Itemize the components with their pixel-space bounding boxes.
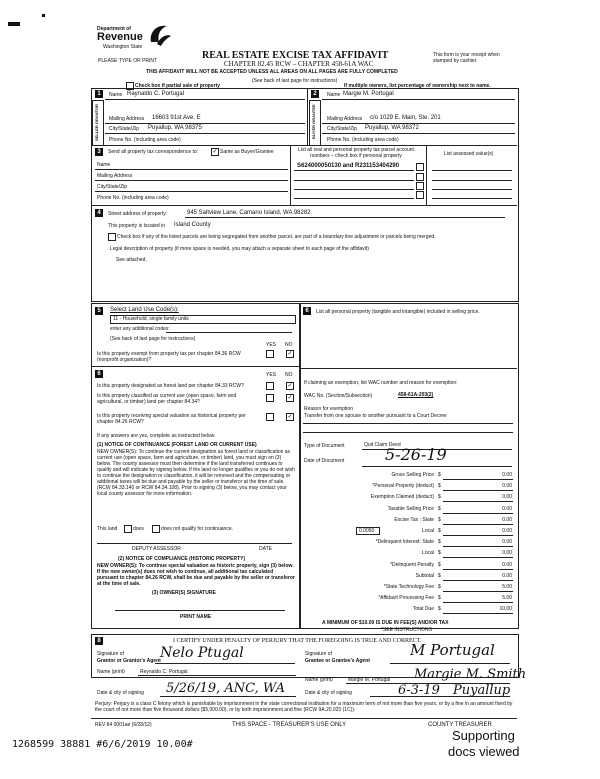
partial-sale-label: Check box if partial sale of property [135,83,221,89]
fee-row-label: *Delinquent Penalty [390,562,434,568]
parcel-line [294,170,414,171]
fee-row-label: *State Technology Fee [383,584,434,590]
rule [91,718,517,719]
doc-date-label: Date of Document [304,458,345,464]
rule [97,543,292,544]
forest-no-checkbox[interactable]: ✓ [287,383,293,389]
fee-row-line [443,535,513,536]
parcel-header: List all real and personal property tax parcel account numbers – check box if personal property [298,147,414,159]
fee-row-dollar: $ [438,562,441,568]
grantor-date: 5/26/19, ANC, WA [166,681,285,696]
grantee-sig-label2: Grantee or Grantee's Agent [305,658,370,664]
buyer-city: Puyallup, WA 98372 [365,125,419,131]
rule [95,191,288,192]
fee-row-label: Local [422,528,434,534]
fee-row-dollar: $ [438,550,441,556]
rule [160,696,296,697]
historic-yes-checkbox[interactable] [266,413,274,421]
fee-row-value: 0.00 [502,528,512,534]
recording-stamp: 1268599 38881 #6/6/2019 10.00# [12,739,193,750]
grantee-date: 6-3-19 [398,683,440,698]
exempt-no-checkbox[interactable]: ✓ [287,351,293,357]
fee-row-line [443,591,513,592]
corr-phone-label: Phone No. (including area code) [97,195,169,201]
fee-row-line [443,479,513,480]
department-logo [97,24,177,54]
street-label: Street address of property: [108,211,168,217]
print-name-label: PRINT NAME [180,614,212,620]
fee-row-line [443,546,513,547]
buyer-side-label: BUYER GRANTEE [311,104,316,140]
this-land-label: This land [97,526,118,532]
fee-row-line [443,490,513,491]
grantee-date-label: Date & city of signing [305,690,352,696]
parcel-line [294,189,414,190]
grantee-name-handwritten: Margie M. Smith [414,667,527,682]
fee-row-value: 0.00 [502,483,512,489]
fee-row-line [443,602,513,603]
rule [166,332,292,333]
fee-row-value: 5.00 [502,584,512,590]
buyer-phone-label: Phone No. (including area code) [327,137,399,143]
fee-row-label: Exemption Claimed (deduct) [370,494,434,500]
buyer-name: Margie M. Portugal [343,91,394,97]
perjury-note: Perjury: Perjury is a class C felony which is punishable by imprisonment in the state correctional institution for a maximum term of not more than five years, or by a fine in an amount fixed by the court of not more than five thousand dollars ($5,000.00), or by both imprisonment and fine (RCW 9A.20.020 (1C)). [95,701,513,713]
fee-row-value: 0.00 [502,506,512,512]
seller-side-label: SELLER GRANTOR [94,103,99,141]
exempt-question: Is this property exempt from property tax per chapter 84.36 RCW (nonprofit organization)? [97,351,241,363]
treasurer-use: THIS SPACE - TREASURER'S USE ONLY [232,722,347,728]
section-3-number: 3 [95,148,103,156]
fee-row-dollar: $ [438,483,441,489]
fee-row-dollar: $ [438,472,441,478]
additional-codes-label: enter any additional codes: [110,326,170,332]
docs-viewed-stamp: docs viewed [448,744,520,759]
rule [155,663,295,664]
rule [95,180,288,181]
fee-row-line [443,513,513,514]
section-6-number-left: 6 [95,370,103,378]
personal-property-checkbox[interactable] [416,191,424,199]
supporting-stamp: Supporting [452,728,515,743]
fee-row-dollar: $ [438,528,441,534]
receipt-note [433,52,513,64]
parcel-line [294,198,414,199]
reason-label: Reason for exemption [304,406,353,412]
date-label: DATE [259,546,272,552]
wac-label: WAC No. (Section/Subsection) [304,393,373,399]
fee-row-value: 0.00 [502,472,512,478]
rule [105,123,305,124]
form-warning: THIS AFFIDAVIT WILL NOT BE ACCEPTED UNLESS ALL AREAS ON ALL PAGES ARE FULLY COMPLETED [146,69,398,75]
fee-row-value: 0.00 [502,573,512,579]
county-treasurer: COUNTY TREASURER [428,722,492,728]
land-not-qualify-checkbox[interactable] [152,525,160,533]
buyer-mailing-label: Mailing Address [327,116,363,122]
historic-question: Is this property receiving special valuation as historical property per chapter 84.26 RCW? [97,413,246,425]
exemption-claim-label: If claiming an exemption, list WAC number and reason for exemption: [304,380,458,386]
local-rate: 0.0050 [359,528,375,534]
see-back-label: (See back of last page for instructions) [110,336,196,342]
assessed-line [432,198,512,199]
assessed-line [432,170,512,171]
assessed-header: List assessed value(s) [444,151,494,157]
legal-label: Legal description of property (if more space is needed, you may attach a separate sheet to each page of the affidavit) [110,246,369,252]
form-title: REAL ESTATE EXCISE TAX AFFIDAVIT [202,50,389,61]
corr-mailing-label: Mailing Address [97,173,133,179]
same-as-buyer-label: Same as Buyer/Grantee [220,149,274,155]
section-1-number: 1 [95,90,103,98]
seller-mailing: 16603 91st Ave. E [152,115,201,121]
located-label: This property is located in [108,223,165,229]
instructions-note: (See back of last page for instructions) [252,78,338,84]
dept-line1: Department of [97,26,131,32]
divider [426,145,427,205]
assessed-line [432,189,512,190]
seller-city: Puyallup, WA 98375 [148,125,202,131]
open-space-no-checkbox[interactable]: ✓ [287,395,293,401]
rule [105,99,305,100]
fee-row-dollar: $ [438,573,441,579]
fee-row-value: 10.00 [499,606,512,612]
scan-mark [8,22,20,26]
buyer-name-label: Name [327,92,341,98]
divider [290,145,291,205]
see-attached: See attached. [116,257,147,263]
buyer-mailing: c/o 1029 E. Main, Ste. 201 [370,115,441,121]
fee-row-line [443,501,513,502]
personal-property-checkbox[interactable] [416,182,424,190]
fee-row-label: Local [422,550,434,556]
send-correspondence-label: Send all property tax correspondence to: [108,149,199,155]
scan-mark [42,14,45,17]
doc-type-value: Quit Claim Deed [364,442,401,448]
compliance-text: NEW OWNER(S): To continue special valuation as historic property, sign (3) below. If the new owner(s) does not wish to continue, all additional tax calculated pursuant to chapter 84.26 RCW, shall be due and payable by the seller or transferor at the time of sale. [97,563,295,587]
grantor-sig-label1: Signature of [97,651,124,657]
fee-row-line [443,580,513,581]
land-use-value: 11 - Household, single family units [113,316,189,322]
corr-city-label: City/State/Zip [97,184,128,190]
rule [362,466,512,467]
located-value: Island County [174,222,211,228]
fee-row-value: 0.00 [502,517,512,523]
no-header: NO [285,342,293,348]
yes-header-2: YES [266,372,277,378]
grantor-date-label: Date & city of signing [97,690,144,696]
section-2-number: 2 [311,90,319,98]
parcel-value: S624000050130 and R231153404290 [297,163,400,169]
buyer-city-label: City/State/Zip [327,126,358,132]
rule [105,133,305,134]
continuance-title: (1) NOTICE OF CONTINUANCE (FOREST LAND OR CURRENT USE) [97,442,257,448]
street-value: 945 Saltview Lane, Camano Island, WA 98282 [187,210,311,216]
parcel-line [294,180,414,181]
fee-row-value: 0.00 [502,539,512,545]
doc-date-value: 5-26-19 [385,445,447,464]
rule [299,368,517,369]
fee-row-line [443,569,513,570]
fee-row-value: 0.00 [502,550,512,556]
fee-row-label: *Delinquent Interest: State [375,539,434,545]
grantor-signature: Nelo Ptugal [160,645,244,661]
rule [91,145,517,146]
forest-question: Is this property designated as forest land per chapter 84.33 RCW? [97,383,244,389]
rule [370,696,510,697]
fee-row-dollar: $ [438,595,441,601]
fee-row-label: *Affidavit Processing Fee [378,595,434,601]
fee-row-line [443,557,513,558]
forest-yes-checkbox[interactable] [266,382,274,390]
rule [95,169,288,170]
deputy-assessor-label: DEPUTY ASSESSOR [132,546,181,552]
rule [138,675,296,676]
rule [390,663,510,664]
exempt-yes-checkbox[interactable] [266,350,274,358]
segregated-checkbox[interactable] [108,233,116,241]
land-use-label: Select Land Use Code(s): [110,307,179,313]
historic-no-checkbox[interactable]: ✓ [287,414,293,420]
divider [307,88,308,145]
see-instructions: *SEE INSTRUCTIONS [381,627,432,633]
corr-name-label: Name [97,162,111,168]
reason-value: Transfer from one spouse to another pursuant to a Court Decree [304,413,447,419]
fee-row-dollar: $ [438,606,441,612]
grantee-name: Margie M. Portugal [348,677,391,683]
land-does-checkbox[interactable] [124,525,132,533]
personal-property-checkbox[interactable] [416,173,424,181]
multiple-owners-label: If multiple owners, list percentage of ownership next to name. [344,83,491,89]
rev-number: REV 84 0001ae (6/28/12) [95,722,152,728]
fee-row-dollar: $ [438,584,441,590]
yes-header: YES [266,342,277,348]
same-as-buyer-checkbox[interactable]: ✓ [212,149,218,155]
rule [91,366,299,367]
no-header-2: NO [285,372,293,378]
please-type: PLEASE TYPE OR PRINT [98,58,158,64]
fee-row-label: Total Due [412,606,434,612]
fee-row-label: Taxable Selling Price [387,506,434,512]
section-5-number: 5 [95,307,103,315]
rule [115,610,285,611]
minimum-note: A MINIMUM OF $10.00 IS DUE IN FEE(S) AND/OR TAX [322,620,449,626]
fee-row-line [443,524,513,525]
segregated-label: Check box if any of the listed parcels are being segregated from another parcel, are part of a boundary line adjustment or parcels being merged. [117,234,436,240]
form-chapter: CHAPTER 82.45 RCW – CHAPTER 458-61A WAC [224,60,374,68]
revenue-logo-icon [147,22,173,48]
rule [303,423,513,424]
fee-row-label: Excise Tax : State [394,517,434,523]
grantor-name-label: Name (print) [97,669,125,675]
fee-row-dollar: $ [438,506,441,512]
certify-statement: I CERTIFY UNDER PENALTY OF PERJURY THAT THE FOREGOING IS TRUE AND CORRECT. [173,638,422,644]
dept-line2: Revenue [97,31,143,43]
if-yes-note: If any answers are yes, complete as instructed below. [97,433,216,439]
rule [91,205,517,206]
grantee-sig-label1: Signature of [305,651,332,657]
seller-name-label: Name [109,92,123,98]
grantor-name: Reynaldo C. Portugal [140,669,188,675]
fee-row-value: 0.00 [502,562,512,568]
wac-value: 458-61A-203(2) [398,392,434,398]
grantor-sig-label2: Grantor or Grantor's Agent [97,658,161,664]
rule [185,217,505,218]
seller-mailing-label: Mailing Address [109,116,145,122]
rule [322,123,515,124]
fee-row-value: 5.00 [502,595,512,601]
seller-city-label: City/State/Zip [109,126,140,132]
doc-type-label: Type of Document [304,443,345,449]
fee-row-line [443,613,513,614]
owner-signature-label: (3) OWNER(S) SIGNATURE [152,590,216,596]
fee-row-dollar: $ [438,539,441,545]
compliance-title: (2) NOTICE OF COMPLIANCE (HISTORIC PROPERTY) [118,556,246,562]
does-label: does [133,526,144,532]
fee-row-label: *Personal Property (deduct) [372,483,434,489]
rule [322,99,515,100]
grantee-signature: M Portugal [410,641,495,659]
section-8-number: 8 [95,637,103,645]
fee-row-dollar: $ [438,494,441,500]
open-space-yes-checkbox[interactable] [266,394,274,402]
section-6-number: 6 [303,307,311,315]
continuance-text: NEW OWNER(S): To continue the current designation as forest land or classification as current use (open space, farm and agriculture, or timber) land, you must sign on (3) below. The county assessor must then determine if the land transferred continues to qualify and will indicate by signing below. If the land no longer qualifies or you do not wish to continue the designation or classification, it will be removed and the compensating or additional taxes will be due and payable by the seller or transferor at the time of sale. (RCW 84.33.140 or RCW 84.34.108). Prior to signing (3) below, you may contact your local county assessor for more information. [97,449,295,497]
receipt-note-text: This form is your receipt when stamped by cashier. [433,52,500,64]
dept-line3: Washington State [103,44,143,50]
fee-row-label: Subtotal [415,573,434,579]
personal-property-checkbox[interactable] [416,163,424,171]
not-qualify-label: does not qualify for continuance. [161,526,233,532]
open-space-question: Is this property classified as current use (open space, farm and agricultural, or timber) land per chapter 84.34? [97,393,237,405]
fee-row-label: Gross Selling Price [391,472,434,478]
assessed-line [432,180,512,181]
grantee-city: Puyallup [453,683,511,698]
personal-property-label: List all personal property (tangible and intangible) included in selling price. [316,309,480,315]
section-4-number: 4 [95,209,103,217]
seller-name: Raynaldo C. Portugal [127,91,185,97]
grantee-name-label: Name (print) [305,677,333,683]
rule [322,133,515,134]
rule [303,432,513,433]
fee-row-dollar: $ [438,517,441,523]
fee-row-value: 0.00 [502,494,512,500]
seller-phone-label: Phone No. (including area code) [109,137,181,143]
